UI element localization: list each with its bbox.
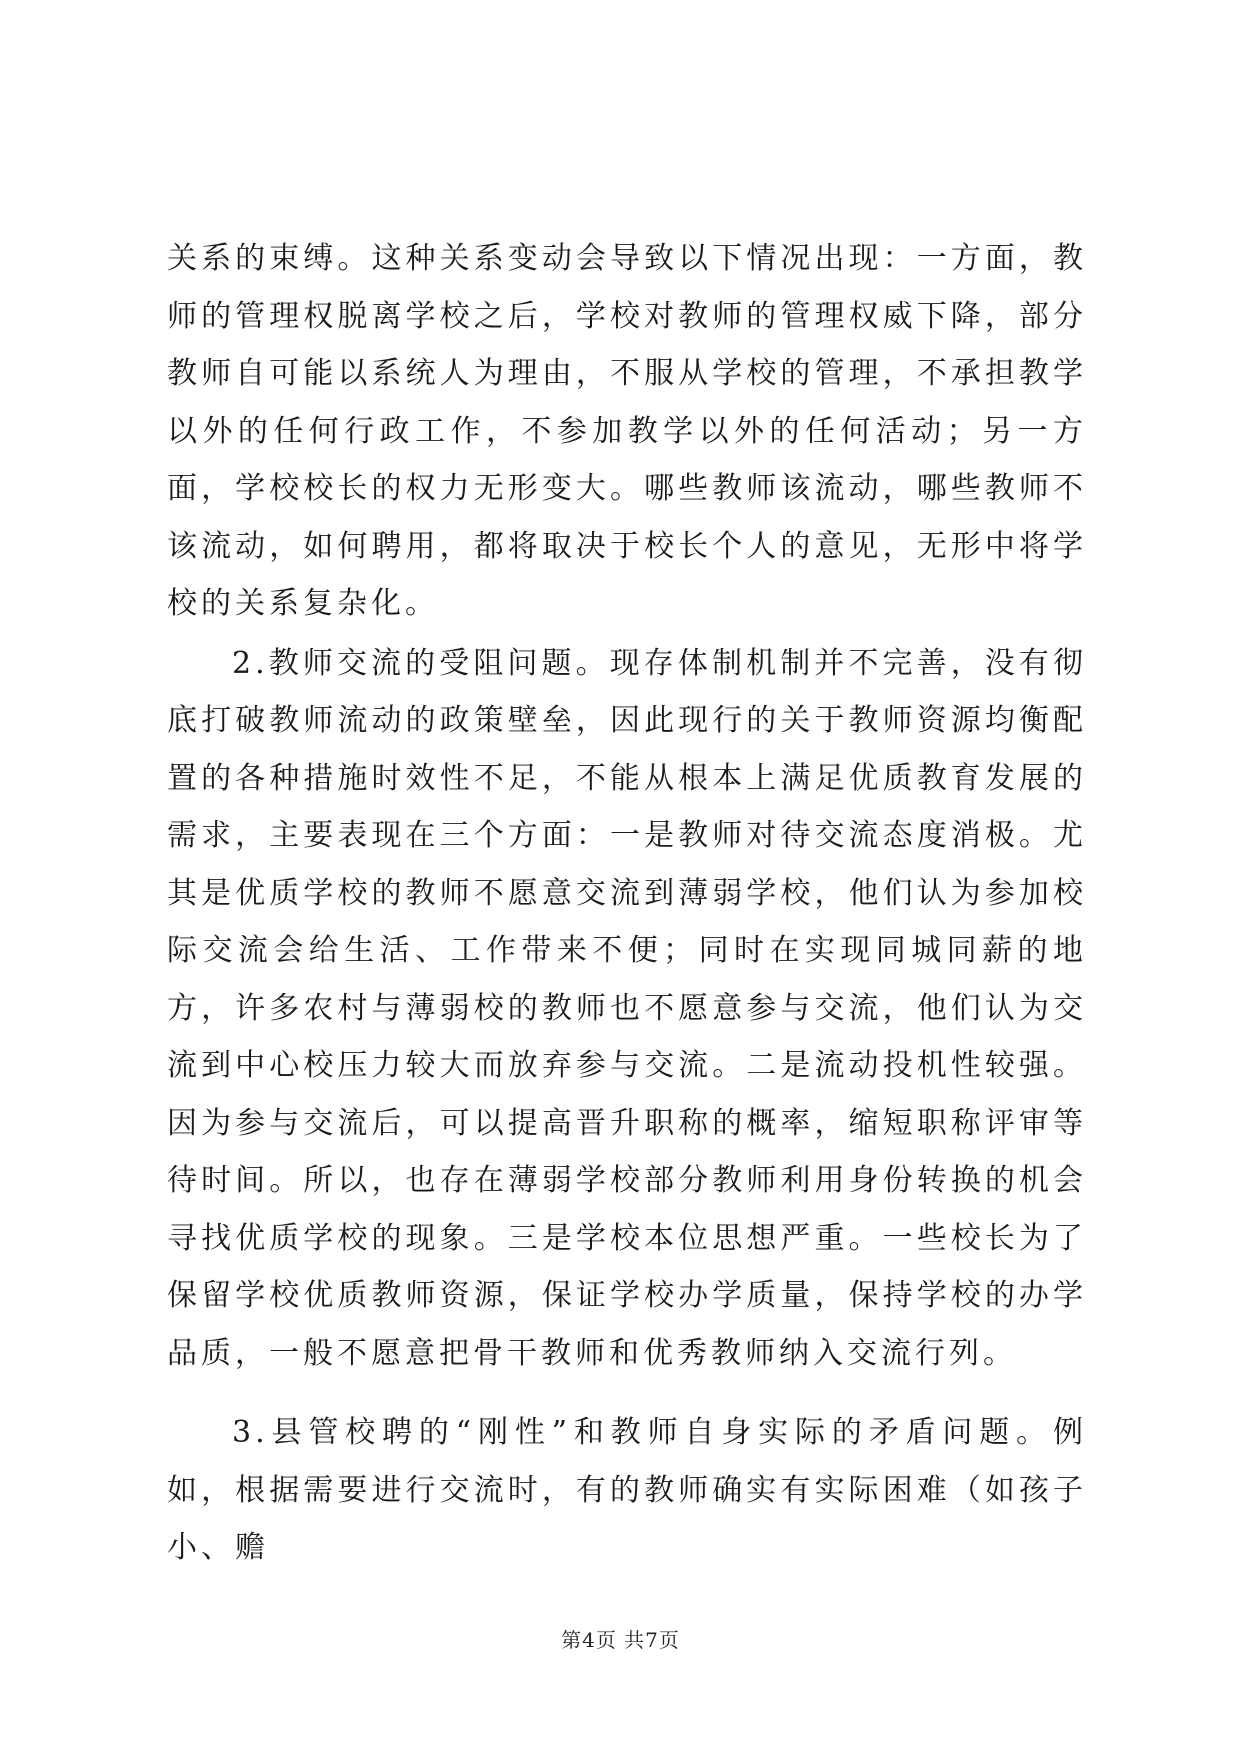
document-body [167, 230, 1087, 1577]
paragraph-continuation: 关系的束缚。这种关系变动会导致以下情况出现：一方面，教师的管理权脱离学校之后，学校对教师的管理权威下降，部分教师自可能以系统人为理由，不服从学校的管理，不承担教学以外的任何行政工作，不参加教学以外的任何活动；另一方面，学校校长的权力无形变大。哪些教师该流动，哪些教师不该流动，如何聘用，都将取决于校长个人的意见，无形中将学校的关系复杂化。 [167, 241, 1087, 621]
paragraph-county-management-conflict: 3.县管校聘的“刚性”和教师自身实际的矛盾问题。例如，根据需要进行交流时，有的教师确实有实际困难（如孩子小、赡 [167, 1415, 1087, 1565]
page-number-label: 第4页 共7页 [561, 1628, 680, 1652]
paragraph-teacher-exchange-obstacles: 2.教师交流的受阻问题。现存体制机制并不完善，没有彻底打破教师流动的政策壁垒，因此现行的关于教师资源均衡配置的各种措施时效性不足，不能从根本上满足优质教育发展的需求，主要表现在三个方面：一是教师对待交流态度消极。尤其是优质学校的教师不愿意交流到薄弱学校，他们认为参加校际交流会给生活、工作带来不便；同时在实现同城同薪的地方，许多农村与薄弱校的教师也不愿意参与交流，他们认为交流到中心校压力较大而放弃参与交流。二是流动投机性较强。因为参与交流后，可以提高晋升职称的概率，缩短职称评审等待时间。所以，也存在薄弱学校部分教师利用身份转换的机会寻找优质学校的现象。三是学校本位思想严重。一些校长为了保留学校优质教师资源，保证学校办学质量，保持学校的办学品质，一般不愿意把骨干教师和优秀教师纳入交流行列。 [167, 645, 1087, 1371]
page-footer [0, 1624, 1241, 1653]
